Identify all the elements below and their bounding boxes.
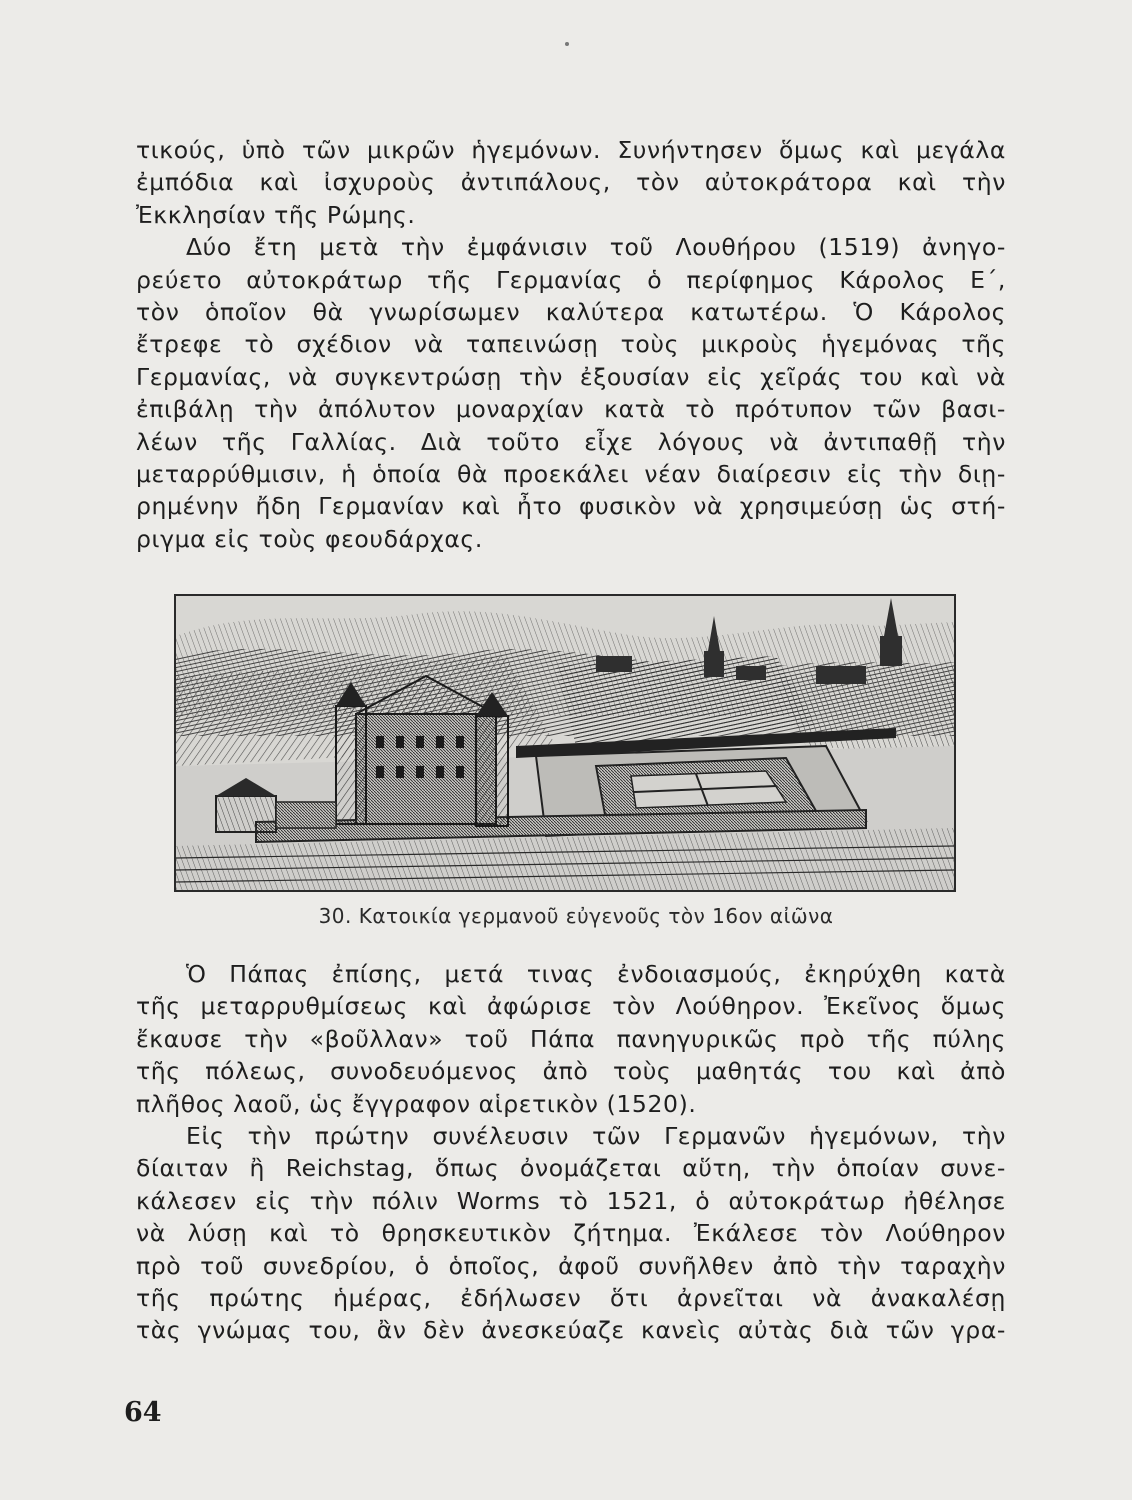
text-line: τικούς, ὑπὸ τῶν μικρῶν ἡγεμόνων. Συνήντησεν ὅμως καὶ μεγάλα [136,136,1006,164]
text-line: τῆς μεταρρυθμίσεως καὶ ἀφώρισε τὸν Λούθηρον. Ἐκεῖνος ὅμως [136,992,1006,1021]
text-line: ριγμα εἰς τοὺς φεουδάρχας. [136,524,483,553]
text-line: πρὸ τοῦ συνεδρίου, ὁ ὁποῖος, ἀφοῦ συνῆλθεν ἀπὸ τὴν ταραχὴν [136,1251,1006,1280]
text-line: τὸν ὁποῖον θὰ γνωρίσωμεν καλύτερα κατωτέρω. Ὁ Κάρολος [136,297,1006,326]
text-after-figure [136,958,1006,1347]
text-line: τῆς πρώτης ἡμέρας, ἐδήλωσεν ὅτι ἀρνεῖται νὰ ἀνακαλέσῃ [136,1283,1006,1312]
text-line: κάλεσεν εἰς τὴν πόλιν Worms τὸ 1521, ὁ αὐτοκράτωρ ἠθέλησε [136,1186,1006,1215]
text-line: Ἐκκλησίαν τῆς Ρώμης. [136,200,416,229]
figure-caption: 30. Κατοικία γερμανοῦ εὐγενοῦς τὸν 16ον αἰῶνα [318,904,834,928]
text-line: πλῆθος λαοῦ, ὡς ἔγγραφον αἱρετικὸν (1520). [136,1089,697,1118]
text-line: ἐπιβάλῃ τὴν ἀπόλυτον μοναρχίαν κατὰ τὸ πρότυπον τῶν βασι- [136,395,1006,424]
text-line: ἐμπόδια καὶ ἰσχυροὺς ἀντιπάλους, τὸν αὐτοκράτορα καὶ τὴν [136,168,1006,197]
text-line: τῆς πόλεως, συνοδευόμενος ἀπὸ τοὺς μαθητάς του καὶ ἀπὸ [136,1057,1006,1086]
page-number: 64 [124,1397,162,1428]
text-line: τὰς γνώμας του, ἂν δὲν ἀνεσκεύαζε κανεὶς αὐτὰς διὰ τῶν γρα- [136,1316,1006,1345]
text-line: νὰ λύσῃ καὶ τὸ θρησκευτικὸν ζήτημα. Ἐκάλεσε τὸν Λούθηρον [136,1219,1006,1248]
text-line: Εἰς τὴν πρώτην συνέλευσιν τῶν Γερμανῶν ἡγεμόνων, τὴν [186,1121,1006,1150]
engraving-illustration [174,594,956,892]
text-line: Γερμανίας, νὰ συγκεντρώσῃ τὴν ἐξουσίαν εἰς χεῖράς του καὶ νὰ [136,362,1006,391]
text-line: λέων τῆς Γαλλίας. Διὰ τοῦτο εἶχε λόγους νὰ ἀντιπαθῇ τὴν [136,427,1006,456]
text-line: δίαιταν ἢ Reichstag, ὅπως ὀνομάζεται αὕτη, τὴν ὁποίαν συνε- [136,1154,1006,1183]
text-line: Ὁ Πάπας ἐπίσης, μετά τινας ἐνδοιασμούς, ἐκηρύχθη κατὰ [186,960,1006,988]
text-line: ρεύετο αὐτοκράτωρ τῆς Γερμανίας ὁ περίφημος Κάρολος Ε΄, [136,265,1006,294]
speck [565,42,569,46]
text-line: μεταρρύθμισιν, ἡ ὁποία θὰ προεκάλει νέαν διαίρεσιν εἰς τὴν διῃ- [136,459,1006,488]
text-before-figure [136,134,1006,555]
manor-engraving [176,596,954,890]
text-line: Δύο ἔτη μετὰ τὴν ἐμφάνισιν τοῦ Λουθήρου (1519) ἀνηγο- [186,233,1006,262]
text-line: ἔτρεφε τὸ σχέδιον νὰ ταπεινώσῃ τοὺς μικροὺς ἡγεμόνας τῆς [136,330,1006,359]
text-line: ρημένην ἤδη Γερμανίαν καὶ ἦτο φυσικὸν νὰ χρησιμεύσῃ ὡς στή- [136,492,1006,521]
text-line: ἔκαυσε τὴν «βοῦλλαν» τοῦ Πάπα πανηγυρικῶς πρὸ τῆς πύλης [136,1024,1006,1053]
